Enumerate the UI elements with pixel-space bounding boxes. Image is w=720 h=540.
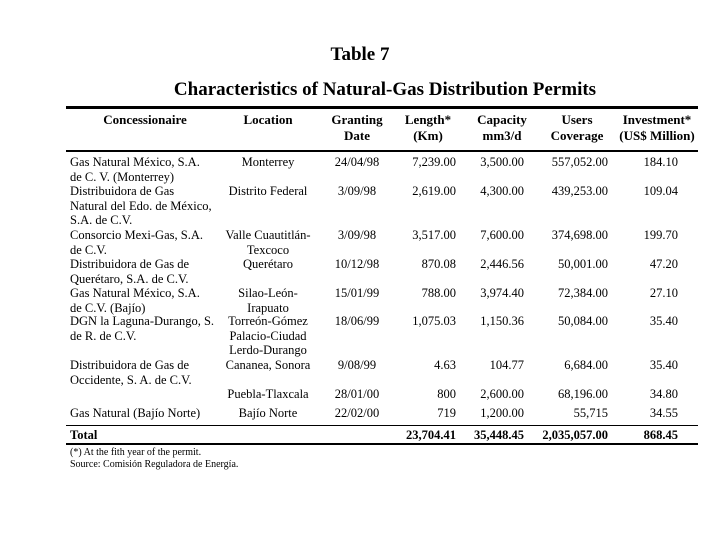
table-title: Table 7	[330, 44, 390, 65]
concessionaire-cell: de C. V. (Monterrey)	[70, 169, 175, 184]
column-header-line: mm3/d	[482, 128, 522, 143]
location-cell: Lerdo-Durango	[229, 343, 307, 357]
total-capacity: 35,448.45	[474, 428, 524, 442]
concessionaire-cell: Distribuidora de Gas de	[70, 358, 190, 372]
users-cell: 72,384.00	[558, 286, 608, 300]
concessionaire-cell: Gas Natural (Bajío Norte)	[70, 406, 201, 420]
location-cell: Valle Cuautitlán-	[225, 228, 311, 242]
column-header-line: (US$ Million)	[619, 128, 695, 143]
concessionaire-cell: Distribuidora de Gas de	[70, 257, 190, 271]
investment-cell: 34.80	[649, 387, 678, 401]
length-cell: 800	[437, 387, 456, 401]
concessionaire-cell: Natural del Edo. de México,	[70, 198, 212, 213]
location-cell: Bajío Norte	[238, 406, 298, 420]
users-cell: 50,084.00	[558, 314, 608, 328]
concessionaire-cell: Distribuidora de Gas	[70, 184, 175, 198]
column-header-granting	[322, 112, 392, 144]
users-cell: 6,684.00	[564, 358, 608, 372]
capacity-cell: 1,200.00	[480, 406, 524, 420]
investment-cell: 35.40	[649, 358, 678, 372]
users-cell: 439,253.00	[551, 184, 608, 198]
location-cell: Palacio-Ciudad	[229, 328, 307, 343]
concessionaire-cell: de C.V. (Bajío)	[70, 300, 146, 315]
length-cell: 719	[437, 406, 456, 420]
column-header-length	[396, 112, 460, 144]
date-cell: 28/01/00	[334, 387, 380, 401]
capacity-cell: 2,446.56	[480, 257, 524, 271]
date-cell: 3/09/98	[337, 184, 377, 198]
column-header-line: Granting	[331, 112, 383, 127]
capacity-cell: 1,150.36	[480, 314, 524, 328]
top-rule	[66, 106, 698, 109]
date-cell: 18/06/99	[334, 314, 380, 328]
capacity-cell: 7,600.00	[480, 228, 524, 242]
column-header-capacity	[470, 112, 534, 144]
capacity-cell: 2,600.00	[480, 387, 524, 401]
location-cell: Cananea, Sonora	[225, 358, 311, 372]
capacity-cell: 104.77	[489, 358, 524, 372]
total-top-rule	[66, 425, 698, 426]
date-cell: 15/01/99	[334, 286, 380, 300]
date-cell: 10/12/98	[334, 257, 380, 271]
column-header-investment	[614, 112, 700, 144]
length-cell: 3,517.00	[412, 228, 456, 242]
concessionaire-cell: Consorcio Mexi-Gas, S.A.	[70, 228, 203, 242]
column-header-line: Length*	[404, 112, 452, 127]
users-cell: 68,196.00	[558, 387, 608, 401]
investment-cell: 35.40	[649, 314, 678, 328]
total-label: Total	[70, 428, 98, 442]
concessionaire-cell: de R. de C.V.	[70, 328, 137, 343]
location-cell: Distrito Federal	[228, 184, 308, 198]
length-cell: 870.08	[421, 257, 456, 271]
concessionaire-cell: DGN la Laguna-Durango, S.	[70, 314, 215, 328]
total-users: 2,035,057.00	[542, 428, 608, 442]
users-cell: 55,715	[573, 406, 608, 420]
users-cell: 50,001.00	[558, 257, 608, 271]
header-rule	[66, 150, 698, 152]
location-cell: Torreón-Gómez	[228, 314, 308, 328]
investment-cell: 27.10	[649, 286, 678, 300]
investment-cell: 34.55	[649, 406, 678, 420]
concessionaire-cell: de C.V.	[70, 242, 107, 257]
location-cell: Silao-León-	[238, 286, 298, 300]
capacity-cell: 3,974.40	[480, 286, 524, 300]
users-cell: 557,052.00	[551, 155, 608, 169]
column-header-line: Coverage	[550, 128, 604, 143]
location-cell: Querétaro	[243, 257, 293, 271]
column-header-users	[540, 112, 614, 144]
total-investment: 868.45	[643, 428, 678, 442]
column-header-line: (Km)	[413, 128, 443, 143]
column-header-concessionaire	[70, 112, 220, 128]
column-header-line: Location	[243, 112, 293, 127]
length-cell: 788.00	[421, 286, 456, 300]
date-cell: 22/02/00	[334, 406, 380, 420]
users-cell: 374,698.00	[551, 228, 608, 242]
concessionaire-cell: Querétaro, S.A. de C.V.	[70, 271, 189, 286]
table-subtitle: Characteristics of Natural-Gas Distribution Permits	[173, 79, 597, 100]
location-cell: Texcoco	[246, 242, 290, 257]
total-bottom-rule	[66, 443, 698, 445]
capacity-cell: 3,500.00	[480, 155, 524, 169]
column-header-line: Investment*	[622, 112, 692, 127]
length-cell: 2,619.00	[412, 184, 456, 198]
concessionaire-cell: Gas Natural México, S.A.	[70, 155, 200, 169]
investment-cell: 184.10	[643, 155, 678, 169]
capacity-cell: 4,300.00	[480, 184, 524, 198]
column-header-line: Date	[344, 128, 370, 143]
investment-cell: 199.70	[643, 228, 678, 242]
investment-cell: 47.20	[649, 257, 678, 271]
date-cell: 24/04/98	[334, 155, 380, 169]
concessionaire-cell: Occidente, S. A. de C.V.	[70, 372, 192, 387]
length-cell: 4.63	[434, 358, 456, 372]
concessionaire-cell: Gas Natural México, S.A.	[70, 286, 200, 300]
length-cell: 1,075.03	[412, 314, 456, 328]
column-header-location	[218, 112, 318, 128]
concessionaire-cell: S.A. de C.V.	[70, 213, 133, 227]
length-cell: 7,239.00	[412, 155, 456, 169]
column-header-line: Capacity	[477, 112, 527, 127]
date-cell: 3/09/98	[337, 228, 377, 242]
location-cell: Puebla-Tlaxcala	[227, 387, 309, 401]
source-note: Source: Comisión Reguladora de Energía.	[70, 459, 239, 470]
location-cell: Irapuato	[247, 300, 289, 315]
investment-cell: 109.04	[643, 184, 678, 198]
column-header-line: Users	[561, 112, 593, 127]
footnote: (*) At the fith year of the permit.	[70, 447, 202, 458]
date-cell: 9/08/99	[337, 358, 377, 372]
column-header-line: Concessionaire	[103, 112, 187, 127]
total-length: 23,704.41	[406, 428, 456, 442]
location-cell: Monterrey	[241, 155, 295, 169]
